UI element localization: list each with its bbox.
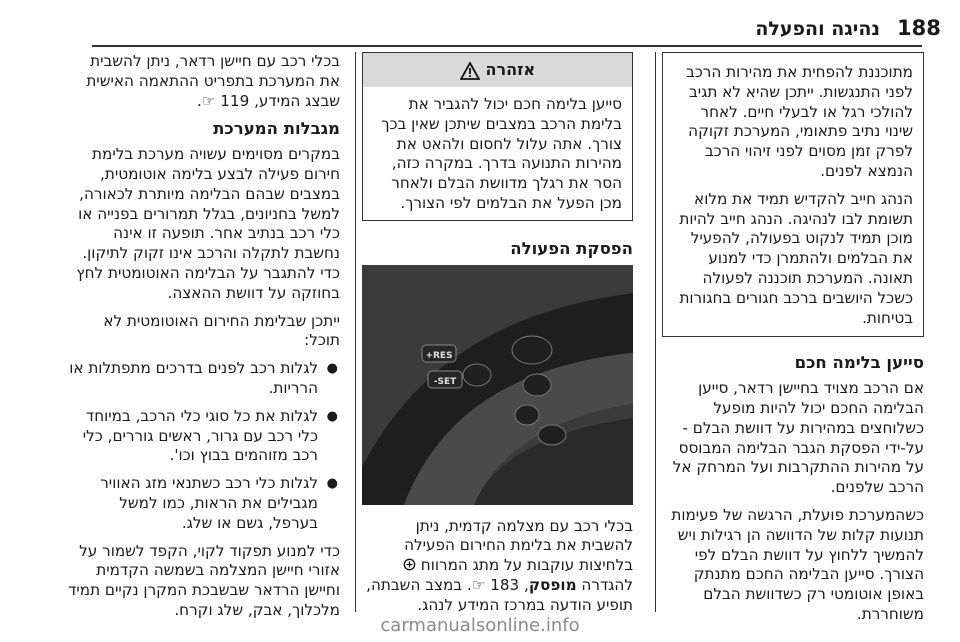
column-middle [362, 52, 633, 624]
section-heading-system-limits: מגבלות המערכת [213, 119, 340, 139]
reference-arrow-icon: ☞ [201, 91, 216, 110]
page-reference: 119 [220, 91, 250, 110]
column-divider-left [355, 52, 356, 612]
deactivation-text-part-1: בכלי רכב עם מצלמה קדמית, ניתן להשבית את בלימת החירום הפעילה בלחיצות עוקבות על מתג המרווח [404, 516, 633, 575]
page-number: 188 [897, 16, 941, 40]
column-divider-right [655, 52, 656, 612]
page-reference: 183 [485, 575, 520, 594]
list-item: ● לגלות את כל סוגי כלי הרכב, במיוחד כלי רכב עם גרור, ראשים גוררים, כלי רכב מזוהמים בבוץ וכו'. [68, 407, 318, 466]
paragraph: כדי למנוע תפקוד לקוי, הקפד לשמור על אזורי חיישן המצלמה בשמשה הקדמית וחיישן הרדאר שבשבכת המקרן נקיים תמיד מלכלוך, אבק, שלג וקרח. [68, 541, 340, 619]
paragraph: כשהמערכת פועלת, הרגשה של פעימות תנועות קלות של הדוושה הן רגילות ויש להמשיך ללחוץ על דוושת הבלם לפי הצורך. סייען הבלימה החכם מתנתק באופן אוטומטי רק כשדוושת הבלם משוחררת. [671, 505, 924, 623]
menu-word-disabled: מופסק [528, 575, 577, 594]
steering-wheel-figure [362, 265, 633, 505]
steering-wheel-illustration [362, 265, 633, 505]
reference-arrow-icon: ☞ [471, 575, 486, 594]
deactivation-text: בכלי רכב עם מצלמה קדמית, ניתן להשבית את בלימת החירום הפעילה בלחיצות עוקבות על מתג המרווח להגדרה מופסק, 183 ☞. במצב השבתה, תופיע הודעה במרכז המידע לנהג. [366, 516, 633, 614]
radar-intro-text: בכלי רכב עם חיישן רדאר, ניתן להשבית את המערכת בתפריט ההתאמה האישית שבצג המידע, [86, 52, 340, 110]
deactivation-text-part-3: . במצב השבתה, תופיע הודעה במרכז המידע לנהג. [366, 575, 633, 614]
paragraph: במקרים מסוימים עשויה מערכת בלימת חירום פעילה לבצע בלימה אוטומטית, במצבים שבהם הבלימה מיותרת לכאורה, למשל בחניונים, בגלל תמרורים בפנייה או כלי רכב בנתיב אחר. תופעה זו אינה נחשבת לתקלה והרכב אינו זקוק לתיקון. כדי להתגבר על הבלימה האוטומטית לחץ בחוזקה על דוושת ההאצה. [76, 145, 340, 302]
paragraph: ייתכן שבלימת החירום האוטומטית לא תוכל: [103, 311, 340, 350]
deactivation-text-part-2: להגדרה [581, 575, 633, 594]
warning-box [362, 52, 633, 221]
distance-switch-icon [403, 558, 416, 571]
note-paragraph-1: מתוכננת להפחית את מהירות הרכב לפני התנגשות. ייתכן שהיא לא תגיב להולכי רגל או לבעלי חיים. לאחר שינוי נתיב פתאומי, המערכת זקוקה לפרק זמן מסוים לפני זיהוי הרכב הנמצא לפנים. [685, 63, 913, 180]
column-right [662, 52, 924, 633]
page-header [0, 0, 960, 40]
section-heading-smart-brake: סייען בלימה חכם [794, 353, 924, 373]
section-heading-deactivation: הפסקת הפעולה [510, 238, 633, 258]
limitations-list [68, 359, 340, 533]
warning-header [363, 53, 632, 87]
list-item: ● לגלות רכב לפנים בדרכים מתפתלות או הרריות. [68, 359, 318, 399]
header-rule [92, 45, 922, 47]
list-item: ● לגלות כלי רכב כשתנאי מזג האוויר מגבילים את הראות, כמו למשל בערפל, גשם או שלג. [68, 474, 318, 533]
note-box [662, 52, 924, 337]
paragraph: אם הרכב מצויד בחיישן רדאר, סייען הבלימה החכם יכול להיות מופעל כשלוחצים במהירות על דוושת הבלם -על-ידי הפסקת הגבר הבלימה המבוסס על מהירות ההתקרבות ועל המרחק אל הרכב שלפנים. [672, 379, 924, 497]
column-left [68, 52, 340, 629]
note-paragraph-2: הנהג חייב להקדיש תמיד את מלוא תשומת לבו לנהיגה. הנהג חייב להיות מוכן תמיד לנקוט בפעולה, להפעיל את הבלמים ולהתמרן כדי למנוע תאונה. המערכת תוכננה לפעולה כשכל היושבים ברכב חגורים בחגורות בטיחות. [679, 189, 913, 327]
set-label: SET- [433, 376, 457, 387]
res-label: RES+ [425, 350, 453, 361]
running-title: נהיגה והפעלה [755, 18, 880, 40]
radar-deactivation-text: בכלי רכב עם חיישן רדאר, ניתן להשבית את המערכת בתפריט ההתאמה האישית שבצג המידע, 119 ☞. [86, 52, 340, 110]
warning-triangle-icon [460, 62, 480, 80]
warning-text: סייען בלימה חכם יכול להגביר את בלימת הרכב במצבים שיתכן שאין בכך צורך. אתה עלול לחסום ולהאט את מהירות התנועה בדרך. במקרה כזה, הסר את רגלך מדוושת הבלם ולאחר מכן הפעל את הבלמים לפי הצורך. [381, 95, 622, 212]
watermark: carmanualsonline.info [380, 615, 580, 636]
warning-title: אזהרה [485, 60, 536, 79]
